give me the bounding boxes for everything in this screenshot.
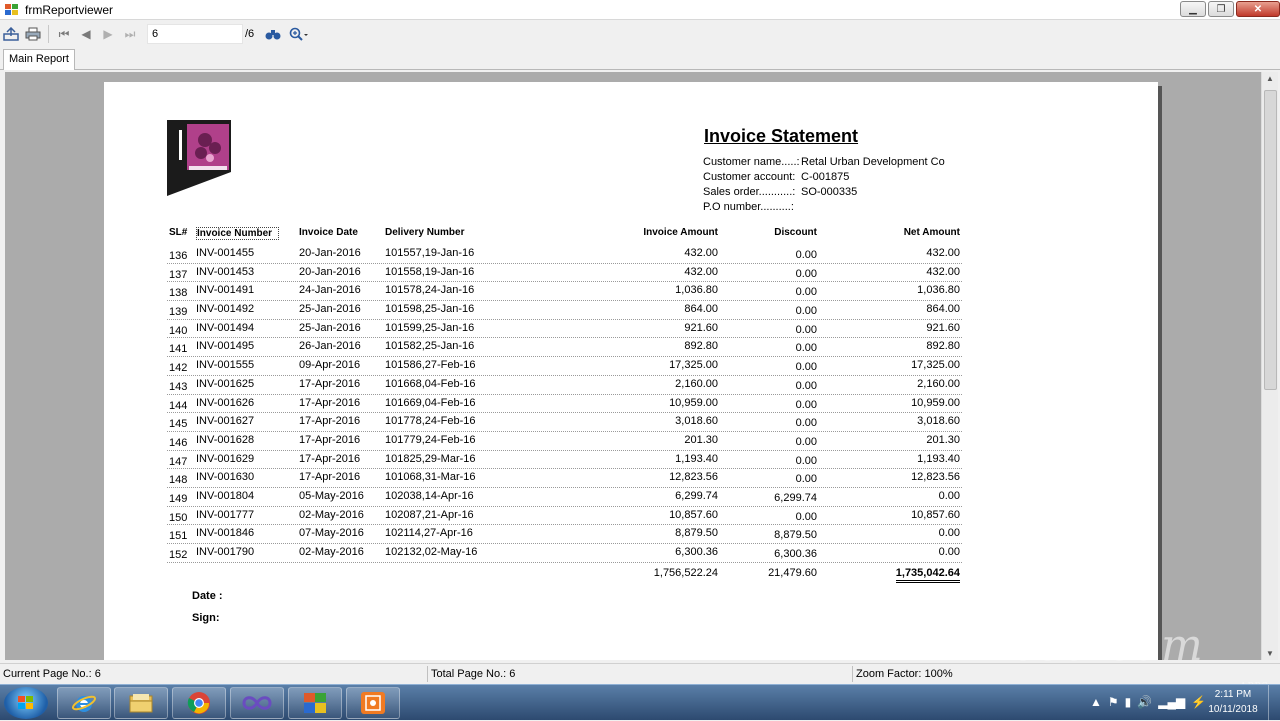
cell-discount: 0.00 [795, 249, 817, 261]
restore-button[interactable] [1208, 1, 1234, 17]
cell-delivery-number: 101558,19-Jan-16 [385, 265, 475, 278]
sign-label: Sign: [192, 612, 220, 624]
last-page-icon: ⏭ [124, 26, 136, 41]
minimize-button[interactable] [1180, 1, 1206, 17]
table-row [167, 525, 962, 544]
cell-delivery-number: 101669,04-Feb-16 [385, 396, 476, 409]
cell-invoice-number: INV-001777 [196, 508, 255, 521]
table-header [167, 227, 962, 245]
cell-invoice-amount: 2,160.00 [675, 377, 718, 390]
table-row [167, 507, 962, 526]
cell-discount: 0.00 [795, 379, 817, 392]
cell-invoice-number: INV-001846 [196, 527, 255, 540]
app-icon [5, 4, 19, 16]
customer-name-value: Retal Urban Development Co [801, 156, 945, 168]
po-number-label: P.O number..........: [703, 201, 794, 213]
taskbar-screen-recorder[interactable] [346, 687, 400, 719]
window-titlebar [0, 0, 1280, 20]
show-hidden-icons-icon[interactable]: ▲ [1090, 695, 1102, 709]
cell-invoice-amount: 864.00 [684, 303, 718, 316]
table-row [167, 395, 962, 414]
cell-net-amount: 921.60 [926, 321, 960, 334]
cell-invoice-amount: 6,300.36 [675, 546, 718, 558]
cell-invoice-amount: 12,823.56 [669, 471, 718, 484]
cell-sl: 150 [169, 511, 188, 524]
power-icon[interactable]: ⚡ [1191, 695, 1207, 709]
table-row [167, 320, 962, 339]
zoom-button[interactable] [284, 23, 314, 45]
cell-net-amount: 432.00 [926, 247, 960, 259]
close-icon: ✕ [1253, 3, 1263, 15]
cell-invoice-date: 25-Jan-2016 [299, 321, 361, 334]
column-header-invoice-number[interactable]: Invoice Number [196, 227, 279, 240]
window-title: frmReportviewer [25, 2, 114, 17]
cell-invoice-amount: 921.60 [684, 321, 718, 334]
cell-invoice-date: 05-May-2016 [299, 489, 364, 502]
cell-invoice-number: INV-001627 [196, 415, 255, 428]
status-divider [427, 666, 428, 682]
previous-page-button[interactable] [75, 23, 97, 45]
report-title: Invoice Statement [704, 126, 859, 146]
table-row [167, 451, 962, 470]
customer-account-row [703, 170, 951, 185]
report-page [104, 82, 1158, 660]
cell-invoice-date: 09-Apr-2016 [299, 359, 361, 372]
cell-net-amount: 10,959.00 [911, 396, 960, 409]
cell-invoice-number: INV-001492 [196, 303, 255, 316]
cell-net-amount: 201.30 [926, 433, 960, 446]
report-tabs [0, 47, 1280, 70]
watermark-text: Icecream [995, 620, 1203, 671]
cell-delivery-number: 102038,14-Apr-16 [385, 489, 474, 502]
cell-net-amount: 3,018.60 [917, 415, 960, 428]
table-row [167, 413, 962, 432]
cell-invoice-number: INV-001625 [196, 377, 255, 390]
cell-discount: 0.00 [795, 473, 817, 486]
cell-discount: 0.00 [795, 435, 817, 448]
print-button[interactable] [22, 23, 44, 45]
cell-invoice-amount: 201.30 [684, 433, 718, 446]
customer-name-label: Customer name.....: [703, 156, 800, 168]
cell-net-amount: 0.00 [938, 489, 960, 502]
cell-invoice-date: 17-Apr-2016 [299, 452, 361, 465]
cell-net-amount: 864.00 [926, 303, 960, 316]
column-header-discount: Discount [774, 227, 817, 238]
column-header-sl: SL# [169, 227, 188, 238]
clock-date: 10/11/2018 [1208, 704, 1258, 715]
cell-discount: 0.00 [795, 398, 817, 411]
cell-net-amount: 1,036.80 [917, 284, 960, 297]
cell-sl: 152 [169, 549, 188, 561]
cell-invoice-date: 17-Apr-2016 [299, 377, 361, 390]
start-button[interactable] [4, 687, 48, 719]
cell-delivery-number: 102114,27-Apr-16 [385, 527, 473, 540]
date-label: Date : [192, 590, 223, 602]
sales-order-row [703, 185, 951, 200]
column-header-net-amount: Net Amount [903, 227, 960, 238]
customer-info [703, 155, 951, 215]
cell-invoice-date: 26-Jan-2016 [299, 340, 361, 353]
cell-delivery-number: 101778,24-Feb-16 [385, 415, 476, 428]
taskbar-clock[interactable] [1200, 687, 1266, 717]
cell-invoice-date: 17-Apr-2016 [299, 415, 361, 428]
cell-invoice-amount: 17,325.00 [669, 359, 718, 372]
cell-delivery-number: 101779,24-Feb-16 [385, 433, 476, 446]
infinity-icon [242, 694, 272, 712]
cell-invoice-number: INV-001555 [196, 359, 255, 372]
cell-net-amount: 432.00 [926, 265, 960, 278]
cell-invoice-amount: 1,193.40 [675, 452, 718, 465]
column-header-delivery-number: Delivery Number [385, 227, 465, 238]
total-invoice-amount: 1,756,522.24 [653, 566, 718, 579]
last-page-button[interactable] [119, 23, 141, 45]
cell-sl: 149 [169, 492, 188, 505]
print-icon [25, 27, 41, 41]
cell-invoice-date: 07-May-2016 [299, 527, 364, 540]
taskbar-file-explorer[interactable] [114, 687, 168, 719]
cell-delivery-number: 101582,25-Jan-16 [385, 340, 475, 353]
table-row [167, 357, 962, 376]
cell-invoice-amount: 432.00 [684, 265, 718, 278]
cell-net-amount: 12,823.56 [911, 471, 960, 484]
signal-icon[interactable]: ▂▄▆ [1158, 695, 1186, 709]
cell-sl: 148 [169, 474, 188, 487]
cell-sl: 144 [169, 399, 188, 412]
cell-invoice-amount: 1,036.80 [675, 284, 718, 297]
cell-sl: 145 [169, 418, 188, 431]
cell-net-amount: 10,857.60 [911, 508, 960, 521]
page-number-input[interactable]: 6 [147, 24, 243, 44]
sales-order-value: SO-000335 [801, 186, 858, 198]
table-row [167, 488, 962, 507]
folder-icon [128, 692, 154, 714]
previous-page-icon: ◀ [81, 27, 91, 41]
find-button[interactable] [262, 23, 284, 45]
taskbar-chrome[interactable] [172, 687, 226, 719]
cell-invoice-amount: 892.80 [684, 340, 718, 353]
table-row [167, 338, 962, 357]
cell-delivery-number: 102132,02-May-16 [385, 546, 478, 558]
cell-sl: 137 [169, 268, 188, 281]
cell-delivery-number: 101068,31-Mar-16 [385, 471, 476, 484]
cell-invoice-date: 02-May-2016 [299, 508, 364, 521]
cell-invoice-amount: 10,959.00 [669, 396, 718, 409]
cell-sl: 139 [169, 306, 188, 319]
scrollbar-thumb[interactable] [1264, 90, 1277, 390]
total-discount: 21,479.60 [768, 566, 817, 579]
table-row [167, 245, 962, 264]
vertical-scrollbar[interactable] [1261, 72, 1278, 660]
cell-invoice-number: INV-001629 [196, 452, 255, 465]
cell-discount: 0.00 [795, 267, 817, 280]
table-row [167, 301, 962, 320]
current-page-status: Current Page No.: 6 [3, 668, 101, 680]
cell-discount: 0.00 [795, 454, 817, 467]
flag-icon[interactable]: ⚑ [1107, 695, 1119, 709]
table-row [167, 544, 962, 563]
customer-name-row [703, 155, 951, 170]
cell-delivery-number: 101825,29-Mar-16 [385, 452, 476, 465]
export-button[interactable] [0, 23, 22, 45]
cell-delivery-number: 101599,25-Jan-16 [385, 321, 475, 334]
cell-delivery-number: 102087,21-Apr-16 [385, 508, 474, 521]
cell-discount: 0.00 [795, 361, 817, 374]
cell-invoice-date: 20-Jan-2016 [299, 247, 361, 259]
cell-net-amount: 17,325.00 [911, 359, 960, 372]
system-tray [1090, 695, 1206, 709]
table-row [167, 282, 962, 301]
scroll-up-icon[interactable]: ▲ [1266, 74, 1274, 83]
next-page-button[interactable] [97, 23, 119, 45]
cell-discount: 0.00 [795, 305, 817, 318]
cell-invoice-number: INV-001453 [196, 265, 255, 278]
status-bar [0, 663, 1280, 683]
column-header-invoice-date: Invoice Date [299, 227, 358, 238]
cell-invoice-amount: 3,018.60 [675, 415, 718, 428]
cell-sl: 151 [169, 530, 188, 543]
cell-sl: 141 [169, 343, 188, 356]
zoom-factor-status: Zoom Factor: 100% [856, 668, 953, 680]
cell-discount: 0.00 [795, 417, 817, 430]
cell-net-amount: 892.80 [926, 340, 960, 353]
cell-invoice-amount: 432.00 [684, 247, 718, 259]
report-toolbar [0, 21, 1280, 47]
cell-delivery-number: 101578,24-Jan-16 [385, 284, 475, 297]
binoculars-icon [265, 27, 281, 41]
cell-sl: 138 [169, 287, 188, 300]
totals-row [167, 563, 962, 585]
cell-invoice-date: 20-Jan-2016 [299, 265, 361, 278]
clock-time: 2:11 PM [1214, 689, 1252, 700]
cell-invoice-date: 17-Apr-2016 [299, 396, 361, 409]
cell-sl: 147 [169, 455, 188, 468]
po-number-row [703, 200, 951, 215]
table-row [167, 264, 962, 283]
table-row [167, 376, 962, 395]
cell-invoice-date: 17-Apr-2016 [299, 433, 361, 446]
cell-sl: 146 [169, 436, 188, 449]
cell-invoice-number: INV-001628 [196, 433, 255, 446]
cell-invoice-number: INV-001494 [196, 321, 255, 334]
cell-discount: 6,300.36 [774, 548, 817, 560]
cell-invoice-number: INV-001495 [196, 340, 255, 353]
zoom-icon [289, 27, 309, 41]
first-page-button[interactable] [53, 23, 75, 45]
total-page-status: Total Page No.: 6 [431, 668, 516, 680]
cell-invoice-date: 17-Apr-2016 [299, 471, 361, 484]
cell-invoice-date: 02-May-2016 [299, 546, 364, 558]
scroll-down-icon[interactable]: ▼ [1266, 649, 1274, 658]
cell-net-amount: 0.00 [938, 546, 960, 558]
cell-invoice-date: 24-Jan-2016 [299, 284, 361, 297]
company-logo [167, 120, 231, 196]
chrome-icon [186, 690, 212, 716]
cell-invoice-number: INV-001790 [196, 546, 255, 558]
report-viewer[interactable] [5, 72, 1261, 660]
export-icon [3, 27, 19, 41]
minimize-icon: ▁ [1189, 3, 1197, 15]
cell-delivery-number: 101668,04-Feb-16 [385, 377, 476, 390]
cell-discount: 8,879.50 [774, 529, 817, 542]
cell-net-amount: 1,193.40 [917, 452, 960, 465]
cell-invoice-number: INV-001804 [196, 489, 255, 502]
cell-invoice-amount: 8,879.50 [675, 527, 718, 540]
table-row [167, 469, 962, 488]
column-header-invoice-amount: Invoice Amount [643, 227, 718, 238]
cell-delivery-number: 101557,19-Jan-16 [385, 247, 475, 259]
customer-account-value: C-001875 [801, 171, 850, 183]
table-row [167, 432, 962, 451]
cell-discount: 0.00 [795, 323, 817, 336]
cell-invoice-amount: 10,857.60 [669, 508, 718, 521]
cell-sl: 142 [169, 362, 188, 375]
cell-delivery-number: 101598,25-Jan-16 [385, 303, 475, 316]
cell-discount: 6,299.74 [774, 491, 817, 504]
cell-discount: 0.00 [795, 510, 817, 523]
invoice-table [167, 227, 962, 585]
tab-main-report[interactable]: Main Report [3, 49, 75, 70]
po-number-value [801, 200, 951, 215]
recorder-icon [360, 691, 386, 715]
cell-net-amount: 0.00 [938, 527, 960, 540]
windows-logo-icon [18, 696, 34, 710]
taskbar-visual-studio[interactable] [230, 687, 284, 719]
cell-invoice-number: INV-001626 [196, 396, 255, 409]
network-icon[interactable]: ▮ [1124, 695, 1132, 709]
windows-form-icon [303, 692, 327, 714]
volume-icon[interactable]: 🔊 [1137, 695, 1153, 709]
cell-sl: 140 [169, 324, 188, 337]
next-page-icon: ▶ [103, 27, 113, 41]
cell-sl: 143 [169, 380, 188, 393]
close-button[interactable] [1236, 1, 1280, 17]
taskbar-internet-explorer[interactable] [57, 687, 111, 719]
page-total-label: /6 [245, 28, 255, 40]
toolbar-separator [48, 25, 49, 43]
show-desktop-button[interactable] [1268, 685, 1280, 721]
cell-discount: 0.00 [795, 342, 817, 355]
internet-explorer-icon [71, 690, 97, 716]
cell-invoice-number: INV-001455 [196, 247, 255, 259]
total-net-amount: 1,735,042.64 [896, 567, 960, 583]
cell-invoice-number: INV-001491 [196, 284, 255, 297]
cell-net-amount: 2,160.00 [917, 377, 960, 390]
table-body [167, 245, 962, 563]
cell-discount: 0.00 [795, 286, 817, 299]
taskbar [0, 684, 1280, 720]
cell-delivery-number: 101586,27-Feb-16 [385, 359, 476, 372]
first-page-icon: ⏮ [58, 26, 70, 41]
cell-sl: 136 [169, 250, 188, 262]
sales-order-label: Sales order...........: [703, 186, 796, 198]
cell-invoice-number: INV-001630 [196, 471, 255, 484]
cell-invoice-date: 25-Jan-2016 [299, 303, 361, 316]
taskbar-report-app[interactable] [288, 687, 342, 719]
customer-account-label: Customer account: [703, 171, 796, 183]
cell-invoice-amount: 6,299.74 [675, 489, 718, 502]
status-divider [852, 666, 853, 682]
restore-icon: ❐ [1216, 3, 1226, 15]
